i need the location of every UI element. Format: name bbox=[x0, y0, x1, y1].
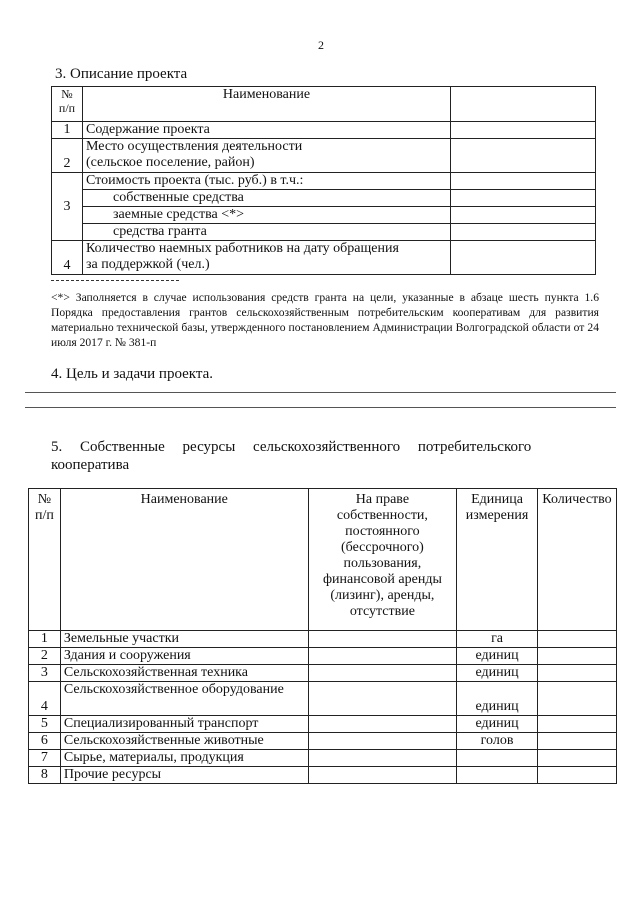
unit-cell: га bbox=[457, 631, 538, 648]
answer-line[interactable] bbox=[25, 392, 616, 393]
quantity-cell[interactable] bbox=[537, 767, 616, 784]
quantity-cell[interactable] bbox=[537, 665, 616, 682]
table-row bbox=[29, 716, 617, 733]
row-num: 1 bbox=[52, 122, 83, 139]
header-num: № п/п bbox=[52, 87, 83, 122]
row-name-line: за поддержкой (чел.) bbox=[86, 257, 210, 272]
row-name: Специализированный транспорт bbox=[60, 716, 308, 733]
header-name: Наименование bbox=[83, 87, 451, 122]
row-name: Сельскохозяйственная техника bbox=[60, 665, 308, 682]
ownership-cell[interactable] bbox=[308, 682, 456, 716]
value-cell[interactable] bbox=[451, 173, 596, 190]
value-cell[interactable] bbox=[451, 207, 596, 224]
unit-cell: голов bbox=[457, 733, 538, 750]
header-ownership: На праве собственности, постоянного (бессрочного) пользования, финансовой аренды (лизинг), аренды, отсутствие bbox=[308, 489, 456, 631]
quantity-cell[interactable] bbox=[537, 733, 616, 750]
row-name-line: (сельское поселение, район) bbox=[86, 155, 255, 170]
ownership-cell[interactable] bbox=[308, 648, 456, 665]
unit-cell: единиц bbox=[457, 716, 538, 733]
row-subitem: средства гранта bbox=[83, 224, 451, 241]
section-3-title: 3. Описание проекта bbox=[55, 66, 188, 82]
row-name bbox=[83, 139, 451, 173]
header-unit: Единица измерения bbox=[457, 489, 538, 631]
value-cell[interactable] bbox=[451, 241, 596, 275]
table-row bbox=[29, 767, 617, 784]
table-row bbox=[29, 665, 617, 682]
row-name-line: Количество наемных работников на дату обращения bbox=[86, 241, 399, 256]
unit-cell bbox=[457, 750, 538, 767]
row-num: 4 bbox=[29, 682, 61, 716]
quantity-cell[interactable] bbox=[537, 682, 616, 716]
ownership-cell[interactable] bbox=[308, 716, 456, 733]
section-5-title bbox=[51, 438, 599, 474]
unit-cell: единиц bbox=[457, 682, 538, 716]
unit-cell bbox=[457, 767, 538, 784]
row-num: 2 bbox=[52, 139, 83, 173]
row-num: 1 bbox=[29, 631, 61, 648]
quantity-cell[interactable] bbox=[537, 648, 616, 665]
row-subitem: собственные средства bbox=[83, 190, 451, 207]
row-name: Сырье, материалы, продукция bbox=[60, 750, 308, 767]
row-num: 8 bbox=[29, 767, 61, 784]
row-name: Здания и сооружения bbox=[60, 648, 308, 665]
quantity-cell[interactable] bbox=[537, 716, 616, 733]
table-row bbox=[52, 241, 596, 275]
answer-line[interactable] bbox=[25, 407, 616, 408]
header-name: Наименование bbox=[60, 489, 308, 631]
row-name bbox=[83, 241, 451, 275]
table-row bbox=[29, 631, 617, 648]
row-subitem: заемные средства <*> bbox=[83, 207, 451, 224]
table-row bbox=[52, 173, 596, 190]
table-subrow bbox=[52, 207, 596, 224]
ownership-cell[interactable] bbox=[308, 631, 456, 648]
value-cell[interactable] bbox=[451, 190, 596, 207]
value-cell[interactable] bbox=[451, 139, 596, 173]
table-row bbox=[29, 682, 617, 716]
table-subrow bbox=[52, 224, 596, 241]
section-4-title: 4. Цель и задачи проекта. bbox=[51, 366, 214, 382]
project-description-table bbox=[51, 86, 596, 275]
header-num: № п/п bbox=[29, 489, 61, 631]
table-row bbox=[52, 122, 596, 139]
table-row bbox=[29, 648, 617, 665]
ownership-cell[interactable] bbox=[308, 750, 456, 767]
ownership-cell[interactable] bbox=[308, 733, 456, 750]
ownership-cell[interactable] bbox=[308, 767, 456, 784]
row-name: Земельные участки bbox=[60, 631, 308, 648]
unit-cell: единиц bbox=[457, 648, 538, 665]
cooperative-resources-table bbox=[28, 488, 617, 784]
row-num: 2 bbox=[29, 648, 61, 665]
section-5-title-line: кооператива bbox=[51, 457, 130, 473]
row-num: 5 bbox=[29, 716, 61, 733]
row-name-line: Место осуществления деятельности bbox=[86, 139, 303, 154]
table-row bbox=[52, 139, 596, 173]
value-cell[interactable] bbox=[451, 122, 596, 139]
table-subrow bbox=[52, 190, 596, 207]
unit-cell: единиц bbox=[457, 665, 538, 682]
header-value bbox=[451, 87, 596, 122]
row-num: 6 bbox=[29, 733, 61, 750]
section-5-title-line: 5. Собственные ресурсы сельскохозяйственного потребительского bbox=[51, 439, 532, 455]
header-quantity: Количество bbox=[537, 489, 616, 631]
table-header-row bbox=[52, 87, 596, 122]
page-number: 2 bbox=[318, 38, 324, 52]
footnote-separator bbox=[51, 280, 179, 281]
table-row bbox=[29, 750, 617, 767]
table-header-row bbox=[29, 489, 617, 631]
footnote-text: <*> Заполняется в случае использования средств гранта на цели, указанные в абзаце шесть пункта 1.6 Порядка предоставления грантов сельскохозяйственным потребительским кооперативам для развития материально технической базы, утвержденного постановлением Администрации Волгоградской области от 24 июля 2017 г. № 381-п bbox=[51, 291, 599, 349]
row-name: Содержание проекта bbox=[83, 122, 451, 139]
row-name: Стоимость проекта (тыс. руб.) в т.ч.: bbox=[83, 173, 451, 190]
row-num: 4 bbox=[52, 241, 83, 275]
quantity-cell[interactable] bbox=[537, 750, 616, 767]
row-num: 3 bbox=[29, 665, 61, 682]
quantity-cell[interactable] bbox=[537, 631, 616, 648]
table-row bbox=[29, 733, 617, 750]
ownership-cell[interactable] bbox=[308, 665, 456, 682]
row-num: 3 bbox=[52, 173, 83, 241]
row-name: Сельскохозяйственное оборудование bbox=[60, 682, 308, 716]
row-num: 7 bbox=[29, 750, 61, 767]
row-name: Прочие ресурсы bbox=[60, 767, 308, 784]
row-name: Сельскохозяйственные животные bbox=[60, 733, 308, 750]
value-cell[interactable] bbox=[451, 224, 596, 241]
